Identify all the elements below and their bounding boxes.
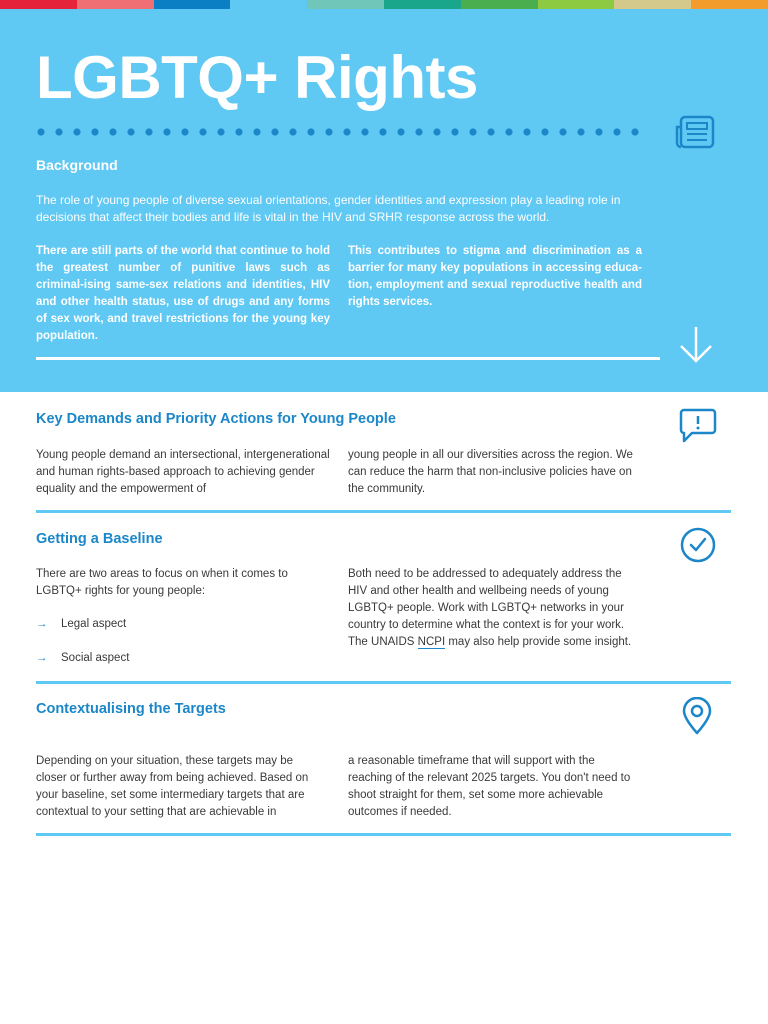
divider-dot — [523, 128, 530, 135]
hero-divider — [36, 357, 660, 360]
baseline-text: Both need to be addressed to adequately address the HIV and other health and wellbeing needs of young LGBTQ+ people. Work with LGBTQ+ networks in your country to determine what the context is for your work. The UNAIDS — [348, 568, 625, 648]
demands-title: Key Demands and Priority Actions for Young People — [36, 411, 396, 427]
page-title: LGBTQ+ Rights — [36, 44, 478, 111]
arrow-right-icon: → — [36, 618, 48, 630]
divider-dot — [289, 128, 296, 135]
speech-bubble-exclamation-icon — [679, 408, 717, 444]
divider-dot — [487, 128, 494, 135]
divider-dot — [109, 128, 116, 135]
divider-dot — [559, 128, 566, 135]
hero-banner — [0, 9, 768, 392]
color-strip-segment — [307, 0, 384, 9]
baseline-title: Getting a Baseline — [36, 531, 163, 547]
background-column-right: This contributes to stigma and discrimination as a barrier for many key populations in accessing educa-tion, employment and sexual reproductive health and rights services. — [348, 245, 642, 308]
color-strip-segment — [614, 0, 691, 9]
divider-dot — [37, 128, 44, 135]
baseline-column-left: There are two areas to focus on when it comes to LGBTQ+ rights for young people: — [36, 568, 288, 597]
divider-dot — [343, 128, 350, 135]
check-circle-icon — [679, 527, 717, 563]
divider-dot — [253, 128, 260, 135]
divider-dot — [613, 128, 620, 135]
divider-dot — [379, 128, 386, 135]
color-strip-segment — [384, 0, 461, 9]
divider-dot — [469, 128, 476, 135]
color-strip — [0, 0, 768, 9]
divider-dot — [73, 128, 80, 135]
targets-column-left: Depending on your situation, these targets may be closer or further away from being achieved. Based on your baseline, set some intermediary targets that are contextual to your setting that are achievable in — [36, 755, 309, 818]
demands-column-left: Young people demand an intersectional, intergenerational and human rights-based approach to achieving gender equality and the empowerment of — [36, 449, 330, 495]
bullet-item — [36, 618, 126, 630]
color-strip-segment — [230, 0, 307, 9]
targets-title: Contextualising the Targets — [36, 701, 226, 717]
divider-dot — [127, 128, 134, 135]
section-divider — [36, 681, 731, 684]
divider-dot — [199, 128, 206, 135]
divider-dot — [505, 128, 512, 135]
bullet-item — [36, 652, 129, 664]
section-divider — [36, 833, 731, 836]
background-column-left: There are still parts of the world that continue to hold the greatest number of punitive laws such as criminal-ising same-sex relations and identities, HIV and other health status, use of drugs and any forms of sex work, and travel restrictions for the young key population. — [36, 245, 330, 342]
divider-dot — [361, 128, 368, 135]
divider-dot — [55, 128, 62, 135]
ncpi-link[interactable]: NCPI — [417, 636, 446, 648]
divider-dot — [433, 128, 440, 135]
color-strip-segment — [538, 0, 615, 9]
divider-dot — [595, 128, 602, 135]
arrow-down-icon — [678, 325, 714, 365]
newspaper-icon — [673, 113, 717, 153]
divider-dot — [415, 128, 422, 135]
targets-column-right: a reasonable timeframe that will support with the reaching of the relevant 2025 targets. You don't need to shoot straight for them, set some more achievable outcomes if needed. — [348, 755, 631, 818]
dotted-divider — [36, 127, 646, 137]
color-strip-segment — [77, 0, 154, 9]
color-strip-segment — [461, 0, 538, 9]
color-strip-segment — [154, 0, 231, 9]
bullet-label: Social aspect — [61, 652, 130, 664]
baseline-column-right — [348, 566, 643, 651]
divider-dot — [325, 128, 332, 135]
divider-dot — [235, 128, 242, 135]
divider-dot — [181, 128, 188, 135]
baseline-text-end: may also help provide some insight. — [445, 636, 632, 648]
section-divider — [36, 510, 731, 513]
background-heading: Background — [36, 157, 118, 173]
divider-dot — [145, 128, 152, 135]
color-strip-segment — [0, 0, 77, 9]
map-pin-icon — [681, 697, 713, 735]
divider-dot — [541, 128, 548, 135]
divider-dot — [577, 128, 584, 135]
divider-dot — [451, 128, 458, 135]
divider-dot — [307, 128, 314, 135]
arrow-right-icon: → — [36, 652, 48, 664]
divider-dot — [217, 128, 224, 135]
color-strip-segment — [691, 0, 768, 9]
bullet-label: Legal aspect — [61, 618, 127, 630]
divider-dot — [631, 128, 638, 135]
divider-dot — [271, 128, 278, 135]
divider-dot — [91, 128, 98, 135]
demands-column-right: young people in all our diversities across the region. We can reduce the harm that non-inclusive policies have on the community. — [348, 449, 633, 495]
divider-dot — [163, 128, 170, 135]
divider-dot — [397, 128, 404, 135]
background-intro: The role of young people of diverse sexual orientations, gender identities and expression play a leading role in decisions that affect their bodies and life is vital in the HIV and SRHR response across the world. — [36, 193, 621, 224]
